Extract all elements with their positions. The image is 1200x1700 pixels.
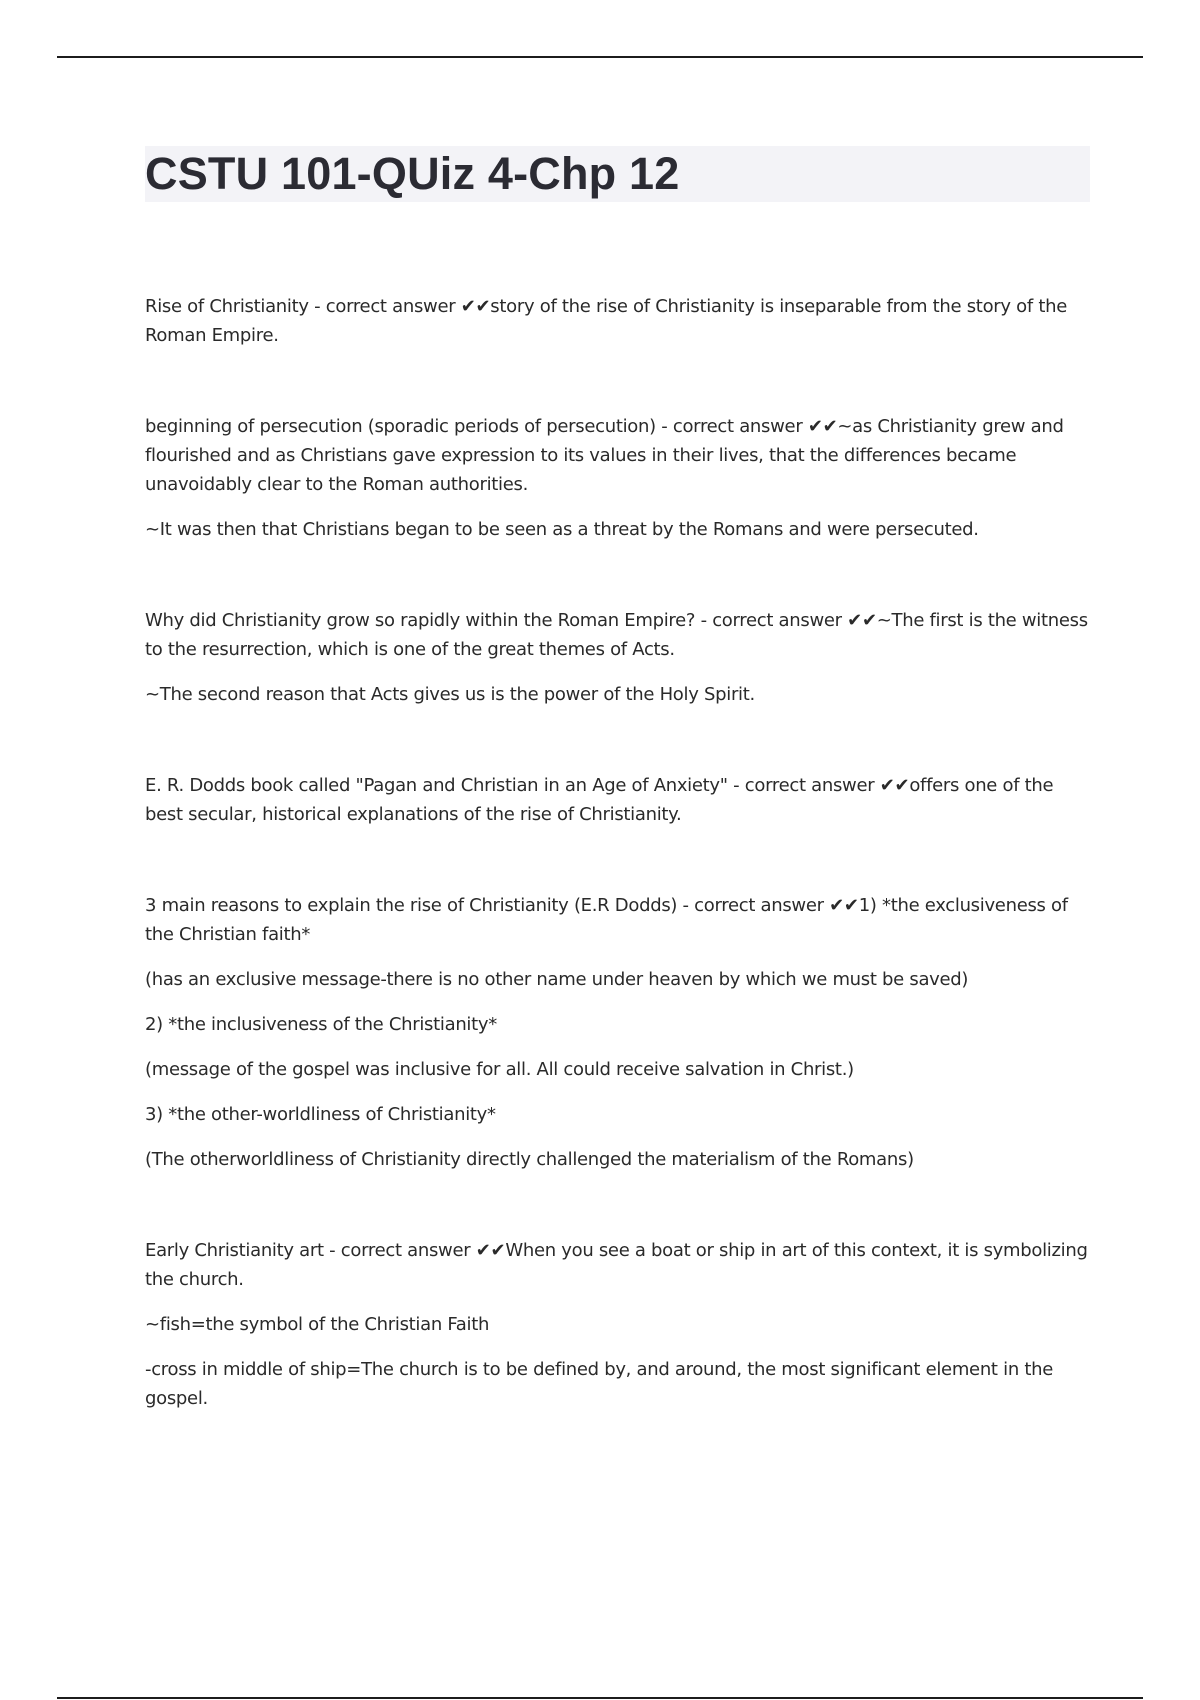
entry-paragraph: (The otherworldliness of Christianity directly challenged the materialism of the Romans)	[145, 1149, 914, 1170]
entry-paragraph: 2) *the inclusiveness of the Christianity*	[145, 1014, 497, 1035]
document-body	[145, 146, 1090, 1475]
qa-entry	[145, 771, 1090, 829]
entry-paragraph: ~It was then that Christians began to be seen as a threat by the Romans and were persecuted.	[145, 519, 979, 540]
entry-paragraph: E. R. Dodds book called "Pagan and Christian in an Age of Anxiety" - correct answer ✔✔offers one of the best secular, historical explanations of the rise of Christianity.	[145, 775, 1054, 825]
qa-entry	[145, 1236, 1090, 1413]
entry-paragraph: -cross in middle of ship=The church is to be defined by, and around, the most significant element in the gospel.	[145, 1359, 1053, 1409]
entry-paragraph: (message of the gospel was inclusive for all. All could receive salvation in Christ.)	[145, 1059, 854, 1080]
qa-list	[145, 292, 1090, 1413]
qa-entry	[145, 891, 1090, 1174]
qa-entry	[145, 412, 1090, 544]
bottom-rule	[57, 1697, 1143, 1699]
page-title: CSTU 101-QUiz 4-Chp 12	[145, 148, 680, 199]
entry-paragraph: ~The second reason that Acts gives us is the power of the Holy Spirit.	[145, 684, 755, 705]
title-banner	[145, 146, 1090, 202]
entry-paragraph: ~fish=the symbol of the Christian Faith	[145, 1314, 490, 1335]
top-rule	[57, 56, 1143, 58]
entry-paragraph: 3 main reasons to explain the rise of Christianity (E.R Dodds) - correct answer ✔✔1) *the exclusiveness of the Christian faith*	[145, 895, 1068, 945]
entry-paragraph: 3) *the other-worldliness of Christianity*	[145, 1104, 496, 1125]
entry-paragraph: Early Christianity art - correct answer ✔✔When you see a boat or ship in art of this context, it is symbolizing the church.	[145, 1240, 1088, 1290]
entry-paragraph: (has an exclusive message-there is no other name under heaven by which we must be saved)	[145, 969, 969, 990]
entry-paragraph: Why did Christianity grow so rapidly within the Roman Empire? - correct answer ✔✔~The first is the witness to the resurrection, which is one of the great themes of Acts.	[145, 610, 1088, 660]
entry-paragraph: beginning of persecution (sporadic periods of persecution) - correct answer ✔✔~as Christianity grew and flourished and as Christians gave expression to its values in their lives, that the differences became unavoidably clear to the Roman authorities.	[145, 416, 1064, 495]
qa-entry	[145, 292, 1090, 350]
qa-entry	[145, 606, 1090, 709]
entry-paragraph: Rise of Christianity - correct answer ✔✔story of the rise of Christianity is inseparable from the story of the Roman Empire.	[145, 296, 1067, 346]
